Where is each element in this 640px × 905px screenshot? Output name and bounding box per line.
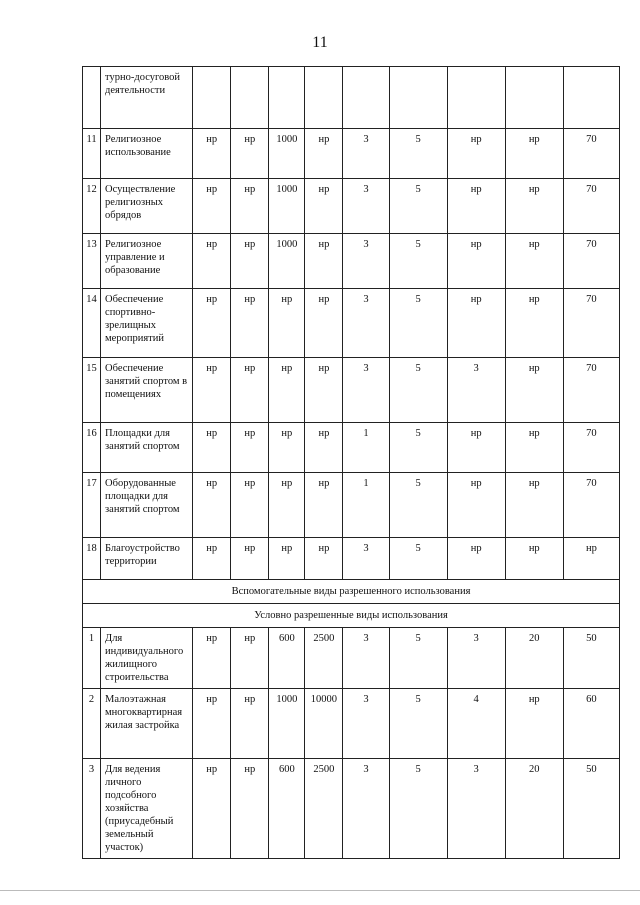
- table-cell: 3: [343, 759, 389, 859]
- table-cell: нр: [193, 538, 231, 580]
- table-cell: 1000: [269, 179, 305, 234]
- table-cell: нр: [447, 179, 505, 234]
- table-cell: 70: [563, 289, 619, 358]
- table-cell: нр: [563, 538, 619, 580]
- table-cell: 60: [563, 689, 619, 759]
- use-type-name: Для индивидуального жилищного строительства: [101, 628, 193, 689]
- table-cell: [305, 67, 343, 129]
- table-cell: нр: [231, 129, 269, 179]
- use-type-name: Религиозное использование: [101, 129, 193, 179]
- row-number: 3: [83, 759, 101, 859]
- table-cell: нр: [505, 129, 563, 179]
- table-cell: 3: [447, 358, 505, 423]
- table-cell: 5: [389, 538, 447, 580]
- table-cell: 70: [563, 423, 619, 473]
- table-cell: нр: [269, 358, 305, 423]
- table-cell: 5: [389, 289, 447, 358]
- table-cell: 5: [389, 358, 447, 423]
- table-cell: нр: [505, 289, 563, 358]
- row-number: 15: [83, 358, 101, 423]
- land-use-table: [82, 66, 620, 859]
- table-cell: нр: [305, 179, 343, 234]
- table-cell: [447, 67, 505, 129]
- page-number: 11: [312, 34, 328, 51]
- table-cell: нр: [505, 358, 563, 423]
- row-number: 12: [83, 179, 101, 234]
- table-row: [83, 358, 620, 423]
- row-number: 1: [83, 628, 101, 689]
- table-cell: 600: [269, 759, 305, 859]
- table-cell: нр: [447, 473, 505, 538]
- use-type-name: Обеспечение спортивно-зрелищных мероприятий: [101, 289, 193, 358]
- table-cell: 1: [343, 473, 389, 538]
- table-cell: нр: [305, 538, 343, 580]
- table-cell: 5: [389, 179, 447, 234]
- use-type-name: Благоустройство территории: [101, 538, 193, 580]
- section-row-auxiliary: [83, 580, 620, 604]
- table-row: [83, 759, 620, 859]
- table-cell: нр: [305, 473, 343, 538]
- table-row: [83, 473, 620, 538]
- use-type-name: Религиозное управление и образование: [101, 234, 193, 289]
- table-cell: 70: [563, 234, 619, 289]
- table-cell: 3: [343, 129, 389, 179]
- table-cell: нр: [447, 289, 505, 358]
- table-cell: нр: [269, 423, 305, 473]
- table-cell: 1000: [269, 129, 305, 179]
- use-type-name: Обеспечение занятий спортом в помещениях: [101, 358, 193, 423]
- table-cell: нр: [505, 423, 563, 473]
- table-cell: нр: [193, 129, 231, 179]
- table-cell: нр: [231, 689, 269, 759]
- table-cell: 3: [447, 628, 505, 689]
- table-cell: 3: [343, 234, 389, 289]
- table-cell: нр: [305, 358, 343, 423]
- table-cell: нр: [231, 358, 269, 423]
- table-cell: [563, 67, 619, 129]
- table-cell: 3: [343, 358, 389, 423]
- table-cell: нр: [193, 473, 231, 538]
- table-cell: нр: [231, 628, 269, 689]
- page-bottom-rule: [0, 890, 640, 891]
- row-number: 2: [83, 689, 101, 759]
- use-type-name: Площадки для занятий спортом: [101, 423, 193, 473]
- table-cell: [505, 67, 563, 129]
- table-row: [83, 179, 620, 234]
- table-cell: 3: [343, 538, 389, 580]
- section-auxiliary: Вспомогательные виды разрешенного использования: [83, 580, 620, 604]
- table-cell: нр: [505, 234, 563, 289]
- table-cell: нр: [231, 423, 269, 473]
- table-cell: нр: [193, 689, 231, 759]
- table-cell: нр: [447, 423, 505, 473]
- table-body-main: [83, 67, 620, 580]
- use-type-name: Осуществление религиозных обрядов: [101, 179, 193, 234]
- table-cell: нр: [505, 473, 563, 538]
- row-number: 14: [83, 289, 101, 358]
- row-number: 18: [83, 538, 101, 580]
- table-cell: нр: [231, 179, 269, 234]
- use-type-name: Оборудованные площадки для занятий спортом: [101, 473, 193, 538]
- section-row-conditional: [83, 604, 620, 628]
- table-cell: 5: [389, 628, 447, 689]
- table-cell: [343, 67, 389, 129]
- table-cell: 1000: [269, 234, 305, 289]
- table-cell: нр: [447, 129, 505, 179]
- row-number: [83, 67, 101, 129]
- table-cell: нр: [231, 289, 269, 358]
- table-row: [83, 234, 620, 289]
- table-cell: 5: [389, 234, 447, 289]
- row-number: 13: [83, 234, 101, 289]
- table-cell: нр: [231, 538, 269, 580]
- table-row: [83, 423, 620, 473]
- table-cell: 70: [563, 179, 619, 234]
- table-cell: 3: [343, 289, 389, 358]
- table-cell: 1000: [269, 689, 305, 759]
- table-cell: 3: [343, 628, 389, 689]
- table-cell: [231, 67, 269, 129]
- table-row: [83, 689, 620, 759]
- table-cell: 5: [389, 473, 447, 538]
- use-type-name: Малоэтажная многоквартирная жилая застройка: [101, 689, 193, 759]
- row-number: 16: [83, 423, 101, 473]
- table-cell: 5: [389, 423, 447, 473]
- table-cell: нр: [193, 423, 231, 473]
- table-cell: нр: [231, 759, 269, 859]
- table-cell: нр: [447, 234, 505, 289]
- table-cell: 5: [389, 689, 447, 759]
- table-cell: нр: [269, 473, 305, 538]
- table-cell: 4: [447, 689, 505, 759]
- table-cell: 3: [343, 179, 389, 234]
- table-cell: 50: [563, 759, 619, 859]
- table-cell: нр: [305, 289, 343, 358]
- table-cell: нр: [305, 234, 343, 289]
- table-cell: 2500: [305, 759, 343, 859]
- table-cell: [389, 67, 447, 129]
- table-cell: 3: [447, 759, 505, 859]
- table-row: [83, 628, 620, 689]
- table-cell: нр: [193, 358, 231, 423]
- row-number: 11: [83, 129, 101, 179]
- table-cell: 600: [269, 628, 305, 689]
- table-cell: 10000: [305, 689, 343, 759]
- table-cell: 2500: [305, 628, 343, 689]
- table-cell: 1: [343, 423, 389, 473]
- row-number: 17: [83, 473, 101, 538]
- table-cell: 5: [389, 759, 447, 859]
- table-cell: нр: [231, 234, 269, 289]
- table-cell: 3: [343, 689, 389, 759]
- table-cell: 70: [563, 358, 619, 423]
- use-type-name: турно-досуговой деятельности: [101, 67, 193, 129]
- table-cell: нр: [193, 759, 231, 859]
- table-cell: нр: [193, 234, 231, 289]
- table-cell: 5: [389, 129, 447, 179]
- section-conditional: Условно разрешенные виды использования: [83, 604, 620, 628]
- table-sections: [83, 580, 620, 628]
- table-cell: нр: [269, 289, 305, 358]
- table-cell: 20: [505, 759, 563, 859]
- table-cell: 50: [563, 628, 619, 689]
- table-body-conditional: [83, 628, 620, 859]
- table-cell: нр: [231, 473, 269, 538]
- table-cell: нр: [269, 538, 305, 580]
- table-row: [83, 538, 620, 580]
- table-row: [83, 129, 620, 179]
- table-row: [83, 67, 620, 129]
- table-cell: 20: [505, 628, 563, 689]
- table-cell: нр: [505, 179, 563, 234]
- table-cell: нр: [505, 689, 563, 759]
- table-cell: [269, 67, 305, 129]
- table-cell: [193, 67, 231, 129]
- table-cell: нр: [505, 538, 563, 580]
- table-cell: нр: [193, 289, 231, 358]
- table-cell: нр: [305, 423, 343, 473]
- table-cell: 70: [563, 129, 619, 179]
- table-cell: нр: [305, 129, 343, 179]
- table-cell: нр: [193, 628, 231, 689]
- table-cell: 70: [563, 473, 619, 538]
- table-cell: нр: [447, 538, 505, 580]
- use-type-name: Для ведения личного подсобного хозяйства (приусадебный земельный участок): [101, 759, 193, 859]
- table-cell: нр: [193, 179, 231, 234]
- table-row: [83, 289, 620, 358]
